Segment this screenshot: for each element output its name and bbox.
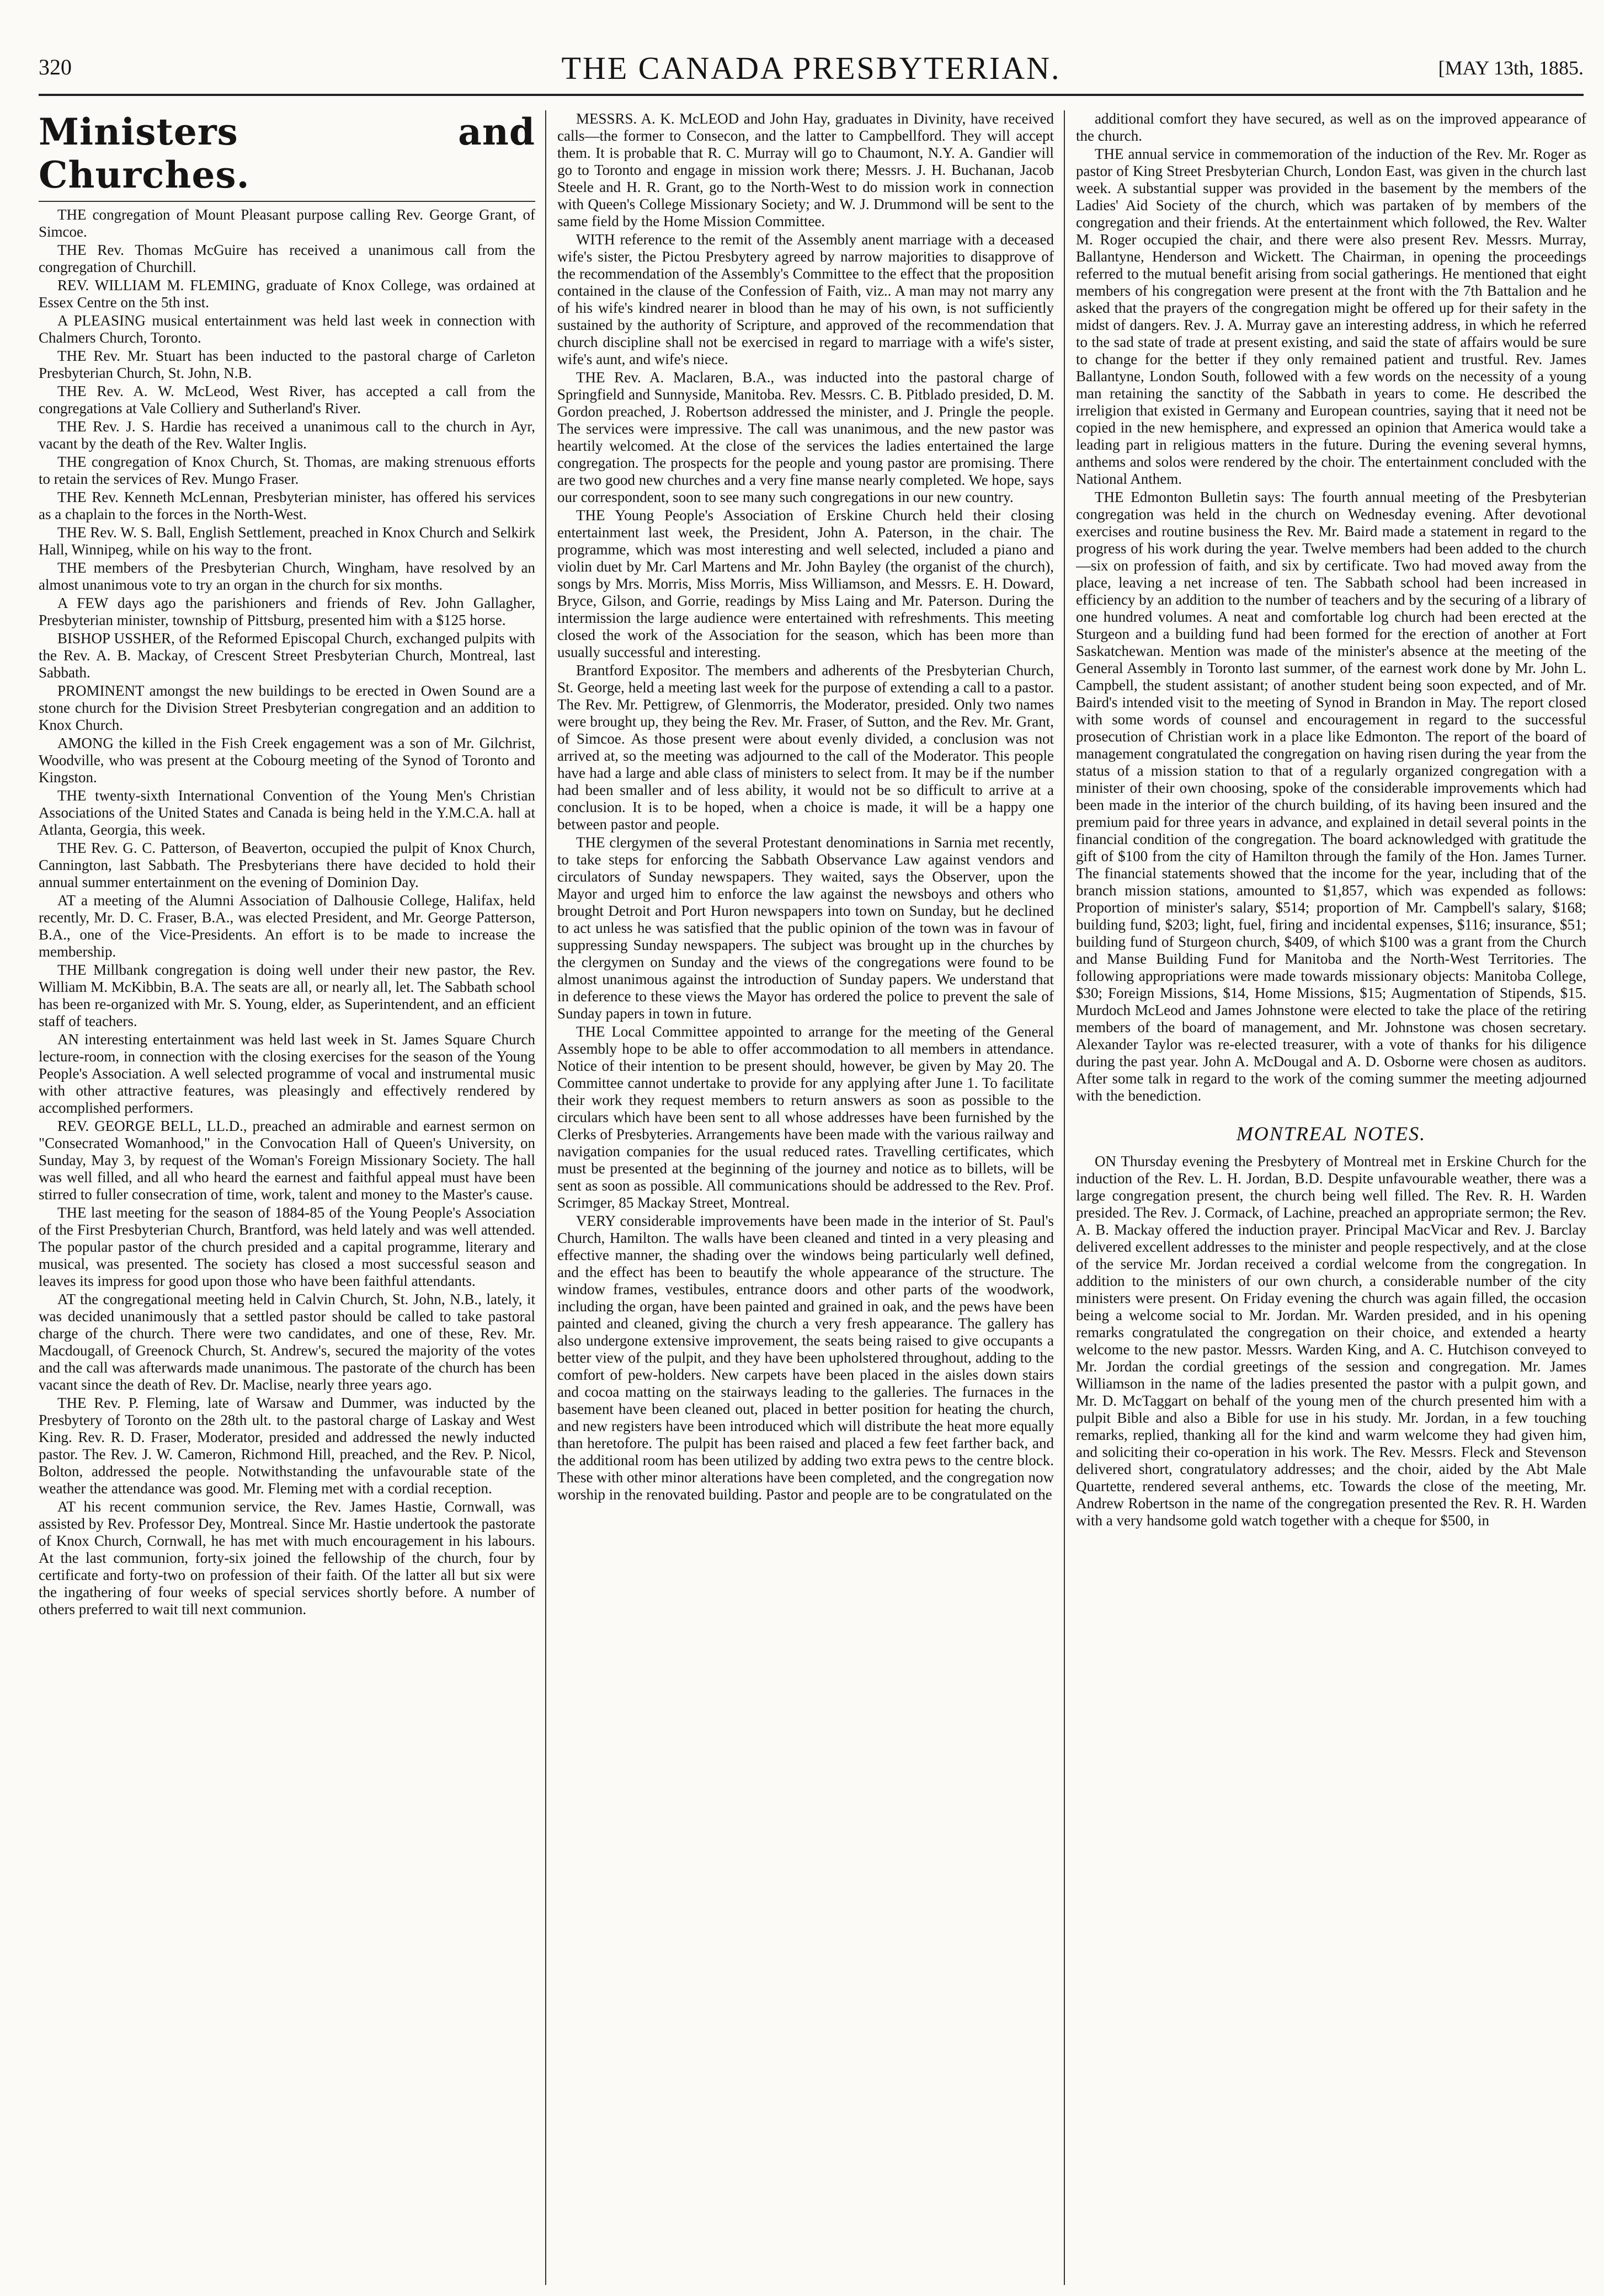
article-paragraph: THE congregation of Knox Church, St. Thomas, are making strenuous efforts to retain the services of Rev. Mungo Fraser. — [39, 453, 535, 487]
column-3 — [1076, 110, 1586, 2285]
article-paragraph: THE Rev. P. Fleming, late of Warsaw and Dummer, was inducted by the Presbytery of Toronto on the 28th ult. to the pastoral charge of Laskay and West King. Rev. R. D. Fraser, Moderator, presided and addressed the newly inducted pastor. The Rev. J. W. Cameron, Richmond Hill, preached, and the Rev. P. Nicol, Bolton, addressed the people. Notwithstanding the unfavourable state of the weather the attendance was good. Mr. Fleming met with a cordial reception. — [39, 1395, 535, 1497]
article-paragraph: THE Rev. Mr. Stuart has been inducted to the pastoral charge of Carleton Presbyterian Church, St. John, N.B. — [39, 348, 535, 381]
montreal-notes-heading: MONTREAL NOTES. — [1236, 1123, 1426, 1145]
column-divider — [545, 110, 546, 2285]
article-paragraph: THE Millbank congregation is doing well under their new pastor, the Rev. William M. McKibbin, B.A. The seats are all, or nearly all, let. The Sabbath school has been re-organized with Mr. S. Young, elder, as Superintendent, and an efficient staff of teachers. — [39, 962, 535, 1029]
article-paragraph: THE Rev. Thomas McGuire has received a unanimous call from the congregation of Churchill. — [39, 242, 535, 275]
column-1 — [39, 110, 535, 2285]
article-paragraph: AMONG the killed in the Fish Creek engagement was a son of Mr. Gilchrist, Woodville, who was present at the Cobourg meeting of the Synod of Toronto and Kingston. — [39, 735, 535, 786]
column-2 — [557, 110, 1054, 2285]
article-paragraph: THE twenty-sixth International Convention of the Young Men's Christian Associations of the United States and Canada is being held in the Y.M.C.A. hall at Atlanta, Georgia, this week. — [39, 787, 535, 838]
article-paragraph: THE Rev. Kenneth McLennan, Presbyterian minister, has offered his services as a chaplain to the forces in the North-West. — [39, 489, 535, 522]
heading-rule — [39, 201, 535, 202]
article-paragraph: AT his recent communion service, the Rev. James Hastie, Cornwall, was assisted by Rev. Professor Dey, Montreal. Since Mr. Hastie undertook the pastorate of Knox Church, Cornwall, he has met with much encouragement in his labours. At the last communion, forty-six joined the fellowship of the church, four by certificate and forty-two on profession of their faith. Of the latter all but six were the ingathering of four weeks of special services shortly before. A number of others preferred to wait till next communion. — [39, 1498, 535, 1617]
article-paragraph: THE Rev. A. W. McLeod, West River, has accepted a call from the congregations at Vale Colliery and Sutherland's River. — [39, 383, 535, 417]
column-1-paragraphs — [39, 206, 535, 1618]
page-header — [39, 50, 1584, 96]
article-paragraph: WITH reference to the remit of the Assembly anent marriage with a deceased wife's sister, the Pictou Presbytery agreed by narrow majorities to disapprove of the recommendation of the Assembly's Committee to the effect that the proposition contained in the clause of the Confession of Faith, viz.. A man may not marry any of his wife's kindred nearer in blood than he may of his own, is not sufficiently sustained by the authority of Scripture, and approved of the recommendation that church discipline shall not be exercised in regard to marriage with a wife's sister, wife's aunt, and wife's niece. — [557, 231, 1054, 367]
article-paragraph: THE Rev. J. S. Hardie has received a unanimous call to the church in Ayr, vacant by the death of the Rev. Walter Inglis. — [39, 418, 535, 452]
section-heading: Ministers and Churches. — [39, 110, 535, 196]
article-paragraph: AN interesting entertainment was held last week in St. James Square Church lecture-room, in connection with the closing exercises for the season of the Young People's Association. A well selected programme of vocal and instrumental music with other attractive features, was pleasingly and effectively rendered by accomplished performers. — [39, 1031, 535, 1116]
page-number: 320 — [39, 55, 72, 79]
article-paragraph: PROMINENT amongst the new buildings to be erected in Owen Sound are a stone church for the Division Street Presbyterian congregation and an addition to Knox Church. — [39, 682, 535, 733]
column-divider — [1064, 110, 1065, 2285]
article-paragraph: THE Young People's Association of Erskine Church held their closing entertainment last week, the President, John A. Paterson, in the chair. The programme, which was most interesting and well selected, included a piano and violin duet by Mr. Carl Martens and Mr. John Bayley (the organist of the church), songs by Mrs. Morris, Miss Morris, Miss Williamson, and Messrs. E. H. Doward, Bryce, Gilson, and Gorrie, readings by Miss Laing and Mr. Paterson. During the intermission the large audience were entertained with refreshments. This meeting closed the work of the Association for the season, which has been more than usually successful and interesting. — [557, 507, 1054, 660]
issue-date: [MAY 13th, 1885. — [1438, 57, 1584, 79]
article-paragraph: THE Local Committee appointed to arrange for the meeting of the General Assembly hope to be able to offer accommodation to all members in attendance. Notice of their intention to be present should, however, be given by May 20. The Committee cannot undertake to provide for any applying after June 1. To facilitate their work they request members to return answers as soon as possible to the circulars which have been sent to all whose addresses have been furnished by the Clerks of Presbyteries. Arrangements have been made with the various railway and navigation companies for the usual reduced rates. Travelling certificates, which must be presented at the beginning of the journey and notice as to billets, will be sent as soon as possible. All communications should be addressed to the Rev. Prof. Scrimger, 85 Mackay Street, Montreal. — [557, 1023, 1054, 1211]
article-paragraph: REV. WILLIAM M. FLEMING, graduate of Knox College, was ordained at Essex Centre on the 5th inst. — [39, 277, 535, 311]
article-paragraph: A PLEASING musical entertainment was held last week in connection with Chalmers Church, Toronto. — [39, 312, 535, 346]
column-3-paragraphs — [1076, 110, 1586, 1104]
article-paragraph: THE Rev. G. C. Patterson, of Beaverton, occupied the pulpit of Knox Church, Cannington, last Sabbath. The Presbyterians there have decided to hold their annual summer entertainment on the evening of Dominion Day. — [39, 840, 535, 890]
article-paragraph: additional comfort they have secured, as well as on the improved appearance of the church. — [1076, 110, 1586, 144]
article-paragraph: A FEW days ago the parishioners and friends of Rev. John Gallagher, Presbyterian minister, township of Pittsburg, presented him with a $125 horse. — [39, 595, 535, 628]
montreal-notes-paragraphs — [1076, 1153, 1586, 1529]
article-paragraph: VERY considerable improvements have been made in the interior of St. Paul's Church, Hamilton. The walls have been cleaned and tinted in a very pleasing and effective manner, the shading over the windows being particularly well defined, and the effect has been to beautify the whole appearance of the structure. The window frames, vestibules, entrance doors and other parts of the woodwork, including the organ, have been painted and grained in oak, and the pews have been painted and cleaned, giving the church a very fresh appearance. The gallery has also undergone extensive improvement, the seats being raised to give occupants a better view of the pulpit, and they have been upholstered throughout, adding to the comfort of pew-holders. New carpets have been placed in the aisles down stairs and cocoa matting on the stairways leading to the galleries. The furnaces in the basement have been cleaned out, placed in better position for heating the church, and new registers have been introduced which will distribute the heat more equally than heretofore. The pulpit has been raised and placed a few feet farther back, and the additional room has been utilized by adding two extra pews to the centre block. These with other minor alterations have been completed, and the congregation now worship in the renovated building. Pastor and people are to be congratulated on the — [557, 1213, 1054, 1503]
column-2-paragraphs — [557, 110, 1054, 1503]
article-paragraph: AT the congregational meeting held in Calvin Church, St. John, N.B., lately, it was decided unanimously that a settled pastor should be called to take pastoral charge of the church. There were two candidates, and one of these, Rev. Mr. Macdougall, of Greenock Church, St. Andrew's, secured the majority of the votes and the call was afterwards made unanimous. The pastorate of the church has been vacant since the death of Rev. Dr. Maclise, nearly three years ago. — [39, 1291, 535, 1393]
article-paragraph: Brantford Expositor. The members and adherents of the Presbyterian Church, St. George, held a meeting last week for the purpose of extending a call to a pastor. The Rev. Mr. Pettigrew, of Glenmorris, the Moderator, presided. Only two names were brought up, they being the Rev. Mr. Fraser, of Sutton, and the Rev. Mr. Grant, of Simcoe. As those present were about evenly divided, a conclusion was not arrived at, so the meeting was adjourned to the call of the Moderator. This people have had a large and able class of ministers to select from. It may be if the number had been smaller and of less ability, it would not be so difficult to arrive at a conclusion. It is to be hoped, when a choice is made, it will be a happy one between pastor and people. — [557, 662, 1054, 832]
article-paragraph: THE congregation of Mount Pleasant purpose calling Rev. George Grant, of Simcoe. — [39, 206, 535, 240]
article-paragraph: BISHOP USSHER, of the Reformed Episcopal Church, exchanged pulpits with the Rev. A. B. Mackay, of Crescent Street Presbyterian Church, Montreal, last Sabbath. — [39, 630, 535, 681]
newspaper-title: THE CANADA PRESBYTERIAN. — [561, 50, 1061, 86]
article-paragraph: MESSRS. A. K. McLEOD and John Hay, graduates in Divinity, have received calls—the former to Consecon, and the latter to Campbellford. They will accept them. It is probable that R. C. Murray will go to Chaumont, N.Y. A. Gandier will go to Toronto and engage in mission work there; Messrs. J. H. Buchanan, Jacob Steele and H. R. Grant, go to the North-West to do mission work in connection with Queen's College Missionary Society; and W. J. Drummond will be sent to the same field by the Home Mission Committee. — [557, 110, 1054, 229]
article-paragraph: THE members of the Presbyterian Church, Wingham, have resolved by an almost unanimous vote to try an organ in the church for six months. — [39, 559, 535, 593]
article-paragraph: THE clergymen of the several Protestant denominations in Sarnia met recently, to take steps for enforcing the Sabbath Observance Law against vendors and circulators of Sunday newspapers. They waited, says the Observer, upon the Mayor and urged him to enforce the law against the newsboys and others who brought Detroit and Port Huron newspapers into town on Sunday, but he declined to act unless he was satisfied that the public opinion of the town was in favour of suppressing Sunday newspapers. The subject was brought up in the churches by the clergymen on Sunday and the views of the congregations were found to be almost unanimous against the introduction of Sunday papers. We understand that in deference to these views the Mayor has ordered the police to prevent the sale of Sunday papers in town in future. — [557, 834, 1054, 1022]
article-paragraph: THE Rev. W. S. Ball, English Settlement, preached in Knox Church and Selkirk Hall, Winnipeg, while on his way to the front. — [39, 524, 535, 558]
article-paragraph: THE last meeting for the season of 1884-85 of the Young People's Association of the First Presbyterian Church, Brantford, was held lately and was well attended. The popular pastor of the church presided and a capital programme, literary and musical, was presented. The society has closed a most successful season and leaves its impress for good upon those who have been faithful attendants. — [39, 1204, 535, 1289]
article-paragraph: ON Thursday evening the Presbytery of Montreal met in Erskine Church for the induction of the Rev. L. H. Jordan, B.D. Despite unfavourable weather, there was a large congregation present, the church being well filled. The Rev. R. H. Warden presided. The Rev. J. Cormack, of Lachine, preached an appropriate sermon; the Rev. A. B. Mackay offered the induction prayer. Principal MacVicar and Rev. J. Barclay delivered excellent addresses to the minister and people respectively, and at the close of the service Mr. Jordan received a cordial welcome from the congregation. In addition to the ministers of our own church, a considerable number of the city ministers were present. On Friday evening the church was again filled, the occasion being a welcome social to Mr. Jordan. Mr. Warden presided, and in his opening remarks congratulated the congregation on their choice, and extended a hearty welcome to the new pastor. Messrs. Warden King, and A. C. Hutchison conveyed to Mr. Jordan the cordial greetings of the session and congregation. Mr. James Williamson in the name of the ladies presented the pastor with a pulpit gown, and Mr. D. McTaggart on behalf of the young men of the church presented him with a pulpit Bible and also a Bible for use in his study. Mr. Jordan, in a few touching remarks, replied, thanking all for the kind and warm welcome they had given him, and soliciting their co-operation in his work. The Rev. Messrs. Fleck and Stevenson delivered short, congratulatory addresses; and the choir, aided by the Abt Male Quartette, rendered several anthems, etc. Towards the close of the meeting, Mr. Andrew Robertson in the name of the congregation presented the Rev. R. H. Warden with a very handsome gold watch together with a cheque for $500, in — [1076, 1153, 1586, 1529]
article-paragraph: THE Edmonton Bulletin says: The fourth annual meeting of the Presbyterian congregation was held in the church on Wednesday evening. After devotional exercises and routine business the Rev. Mr. Baird made a statement in regard to the progress of his work during the year. Twelve members had been added to the church—six on profession of faith, and six by certificate. Two had moved away from the place, leaving a net increase of ten. The Sabbath school had been increased in efficiency by an addition to the number of teachers and by the securing of a library of one hundred volumes. A neat and comfortable log church had been erected at the Sturgeon and a building fund had been formed for the erection of another at Fort Saskatchewan. Mention was made of the minister's absence at the meeting of the General Assembly in Toronto last summer, of the earnest work done by Mr. John L. Campbell, the student assistant; of another student being soon expected, and of Mr. Baird's intended visit to the meeting of Synod in Brandon in May. The report closed with some words of counsel and encouragement in regard to the successful prosecution of Christian work in a place like Edmonton. The report of the board of management congratulated the congregation on having risen during the year from the status of a mission station to that of a regularly organized congregation with a minister of their own choosing, spoke of the considerable improvements which had been made in the interior of the church building, of its having been insured and the premium paid for three years in advance, and explained in detail several points in the financial condition of the congregation. The board acknowledged with gratitude the gift of $100 from the city of Hamilton through the family of the Hon. James Turner. The financial statements showed that the income for the year, including that of the branch mission stations, amounted to $1,857, which was expended as follows: Proportion of minister's salary, $514; proportion of Mr. Campbell's salary, $168; building fund, $203; light, fuel, firing and incidental expenses, $116; insurance, $51; building fund of Sturgeon church, $409, of which $100 was a grant from the Church and Manse Building Fund for Manitoba and the North-West Territories. The following appropriations were made towards missionary objects: Manitoba College, $30; Foreign Missions, $14, Home Missions, $15; Augmentation of Stipends, $15. Murdoch McLeod and James Johnstone were elected to take the place of the retiring members of the board of management, and Mr. Johnstone was chosen secretary. Alexander Taylor was re-elected treasurer, with a vote of thanks for his diligence during the past year. John A. McDougal and A. D. Osborne were chosen as auditors. After some talk in regard to the work of the coming summer the meeting adjourned with the benediction. — [1076, 489, 1586, 1104]
article-paragraph: AT a meeting of the Alumni Association of Dalhousie College, Halifax, held recently, Mr. D. C. Fraser, B.A., was elected President, and Mr. George Patterson, B.A., one of the Vice-Presidents. An effort is to be made to increase the membership. — [39, 892, 535, 960]
article-paragraph: THE annual service in commemoration of the induction of the Rev. Mr. Roger as pastor of King Street Presbyterian Church, London East, was given in the church last week. A substantial supper was provided in the basement by the members of the Ladies' Aid Society of the church, which was partaken of by members of the congregation and their friends. At the entertainment which followed, the Rev. Walter M. Roger occupied the chair, and there were also present Rev. Messrs. Murray, Ballantyne, Henderson and Wickett. The Chairman, in opening the proceedings referred to the mutual benefit arising from social gatherings. He mentioned that eight members of his congregation were present at the front with the 7th Battalion and he asked that the prayers of the congregation might be offered up for their safety in the midst of dangers. Rev. J. A. Murray gave an interesting address, in which he referred to the sad state of trade at present existing, and said the state of affairs would be sure to change for the better if they only remained patient and trustful. Rev. James Ballantyne, London South, followed with a few words on the necessity of a young man retaining the sanctity of the Sabbath in years to come. He described the irreligion that existed in Germany and European countries, saying that it need not be copied in the new hemisphere, and expressed an opinion that America would take a leading part in religious matters in the future. During the evening several hymns, anthems and solos were rendered by the choir. The entertainment concluded with the National Anthem. — [1076, 146, 1586, 487]
article-paragraph: REV. GEORGE BELL, LL.D., preached an admirable and earnest sermon on "Consecrated Womanhood," in the Convocation Hall of Queen's University, on Sunday, May 3, by request of the Woman's Foreign Missionary Society. The hall was well filled, and all who heard the earnest and faithful appeal must have been stirred to fuller consecration of time, work, talent and money to the Master's cause. — [39, 1118, 535, 1203]
article-paragraph: THE Rev. A. Maclaren, B.A., was inducted into the pastoral charge of Springfield and Sunnyside, Manitoba. Rev. Messrs. C. B. Pitblado presided, D. M. Gordon preached, J. Robertson addressed the minister, and J. Pringle the people. The services were impressive. The call was unanimous, and the new pastor was heartily welcomed. At the close of the services the ladies entertained the large congregation. The prospects for the people and young pastor are promising. There are two good new churches and a very fine manse nearly completed. We hope, says our correspondent, soon to see many such congregations in our new country. — [557, 369, 1054, 505]
